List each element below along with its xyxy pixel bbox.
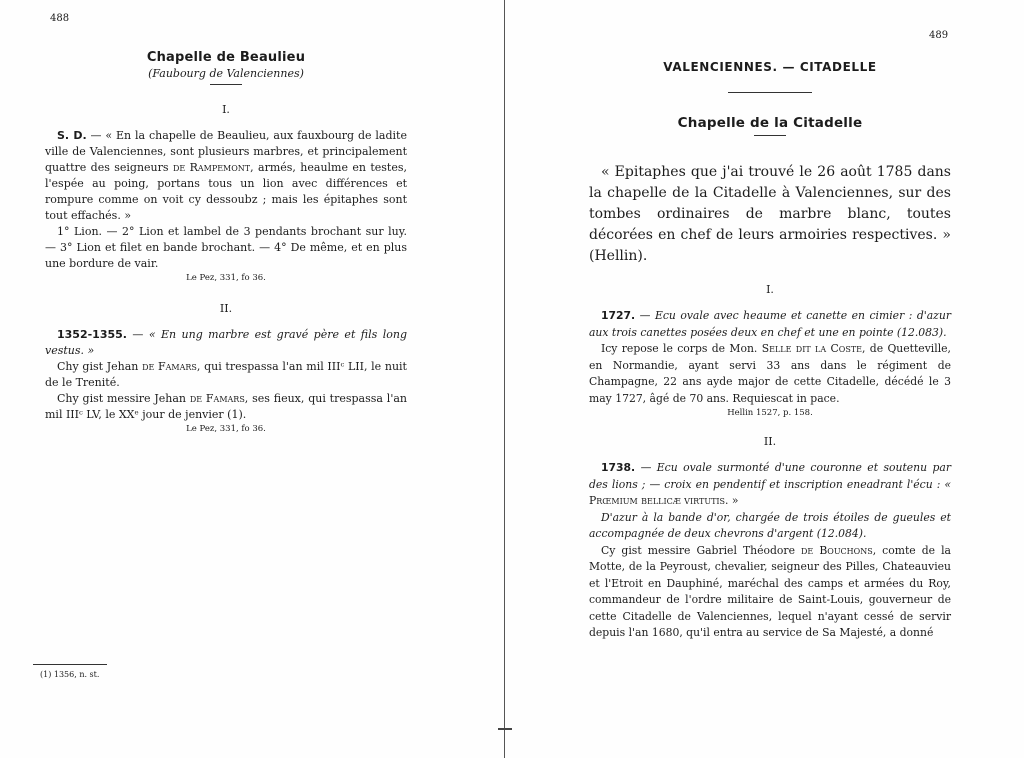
right-section-2-blazon-b: . »	[725, 494, 739, 507]
right-section-1-head	[589, 308, 951, 341]
right-section-2-date: 1738.	[601, 461, 636, 474]
section-2-lead-quote: « En ung marbre est gravé père et fils long vestus. »	[45, 328, 407, 357]
section-1-text	[45, 128, 407, 224]
epitaph-2-b: , ses fieux, qui trespassa l'an mil IIIᶜ LV, le XXᵉ jour de jenvier (1).	[45, 392, 407, 421]
right-section-1-blazon: — Ecu ovale avec heaume et canette en cimier : d'azur aux trois canettes posées deux en chef et une en pointe (12.083).	[589, 309, 951, 339]
folio-left: 488	[50, 13, 70, 24]
section-1-blazon: 1° Lion. — 2° Lion et lambel de 3 pendants brochant sur luy. — 3° Lion et filet en bande brochant. — 4° De même, et en plus une bordure de vair.	[45, 225, 407, 270]
running-head-rule	[728, 92, 812, 93]
section-1-citation: Le Pez, 331, fo 36.	[186, 273, 266, 283]
right-section-1-citation: Hellin 1527, p. 158.	[727, 408, 813, 418]
epitaph-1-a: Chy gist Jehan	[57, 360, 143, 373]
right-epitaph-1-a: Icy repose le corps de Mon.	[601, 342, 762, 355]
right-epitaph-1-name: Selle dit la Coste	[761, 342, 862, 355]
page-gutter	[498, 0, 512, 758]
section-2-citation: Le Pez, 331, fo 36.	[186, 424, 266, 434]
right-page-body	[589, 50, 951, 642]
epitaph-1-b: , qui trespassa l'an mil IIIᶜ LII, le nuit de le Trenité.	[45, 360, 407, 389]
intro-quote: « Epitaphes que j'ai trouvé le 26 août 1785 dans la chapelle de la Citadelle à Valenciennes, sur des tombes ordinaires de marbre blanc, toutes décorées en chef de leurs armoiries respectives. » (Hellin).	[589, 164, 951, 264]
left-page-body	[45, 40, 407, 435]
section-2-head: 1352-1355. — « En ung marbre est gravé père et fils long vestus. »	[45, 328, 407, 357]
section-numeral-1: I.	[222, 103, 230, 116]
running-head: VALENCIENNES. — CITADELLE	[663, 60, 877, 74]
section-1-text-a: — « En la chapelle de Beaulieu, aux fauxbourg de ladite ville de Valenciennes, sont plusieurs marbres, et principalement quattre des seigneurs	[45, 129, 407, 174]
chapter-title-citadelle: Chapelle de la Citadelle	[677, 115, 863, 131]
right-section-numeral-2: II.	[763, 435, 777, 448]
right-section-2-motto: Prœmium bellicæ virtutis	[589, 494, 726, 507]
footnote: (1) 1356, n. st.	[40, 670, 100, 679]
chapter-title-rule	[754, 135, 786, 136]
chapter-title-beaulieu: Chapelle de Beaulieu	[146, 50, 306, 65]
section-1-text-b: , armés, heaulme en testes, l'espée au poing, portans tous un lion avec différences et rompure comme on voit cy dessoubz ; mais les épitaphes sont tout effachés. »	[45, 161, 407, 222]
epitaph-2-a: Chy gist messire Jehan	[57, 392, 190, 405]
right-section-2-arms: D'azur à la bande d'or, chargée de trois étoiles de gueules et accompagnée de deux chevrons d'argent (12.084).	[589, 510, 951, 540]
section-numeral-2: II.	[219, 302, 233, 315]
right-section-1-date: 1727.	[601, 309, 636, 322]
right-epitaph-2-name: de Bouchons	[801, 543, 873, 557]
right-section-numeral-1: I.	[766, 283, 774, 296]
section-1-name: de Rampemont	[172, 161, 251, 174]
right-section-2-epitaph	[589, 543, 951, 642]
epitaph-2-name: de Famars	[189, 392, 245, 405]
right-epitaph-1-b: , de Quetteville, en Normandie, ayant servi 33 ans dans le régiment de Champagne, 22 ans ayde major de cette Citadelle, décédé le 3 may 1727, âgé de 70 ans. Requiescat in pace.	[589, 342, 951, 405]
epitaph-1-name: de Famars	[142, 360, 197, 373]
right-epitaph-2-b: , comte de la Motte, de la Peyroust, chevalier, seigneur des Pilles, Chateauvieu et l'Etroit en Dauphiné, maréchal des camps et armées du Roy, commandeur de l'ordre militaire de Saint-Louis, gouverneur de cette Citadelle de Valenciennes, lequel n'ayant cessé de servir depuis l'an 1680, qu'il entra au service de Sa Majesté, a donné	[589, 543, 951, 639]
section-1-lead: S. D.	[57, 129, 87, 142]
chapter-subtitle: (Faubourg de Valenciennes)	[148, 67, 304, 80]
gutter-line	[504, 0, 505, 758]
right-section-2-head	[589, 460, 951, 510]
epitaph-1	[45, 359, 407, 391]
right-section-1-epitaph	[589, 341, 951, 407]
folio-right: 489	[929, 30, 949, 41]
epitaph-2	[45, 391, 407, 423]
right-epitaph-2-a: Cy gist messire Gabriel Théodore	[601, 543, 802, 557]
gutter-mark	[498, 728, 512, 730]
footnote-rule	[33, 664, 107, 665]
section-2-date: 1352-1355.	[57, 328, 127, 341]
title-rule	[210, 84, 242, 85]
right-section-2-blazon-a: — Ecu ovale surmonté d'une couronne et soutenu par des lions ; — croix en pendentif et inscription eneadrant l'écu : «	[589, 461, 951, 491]
